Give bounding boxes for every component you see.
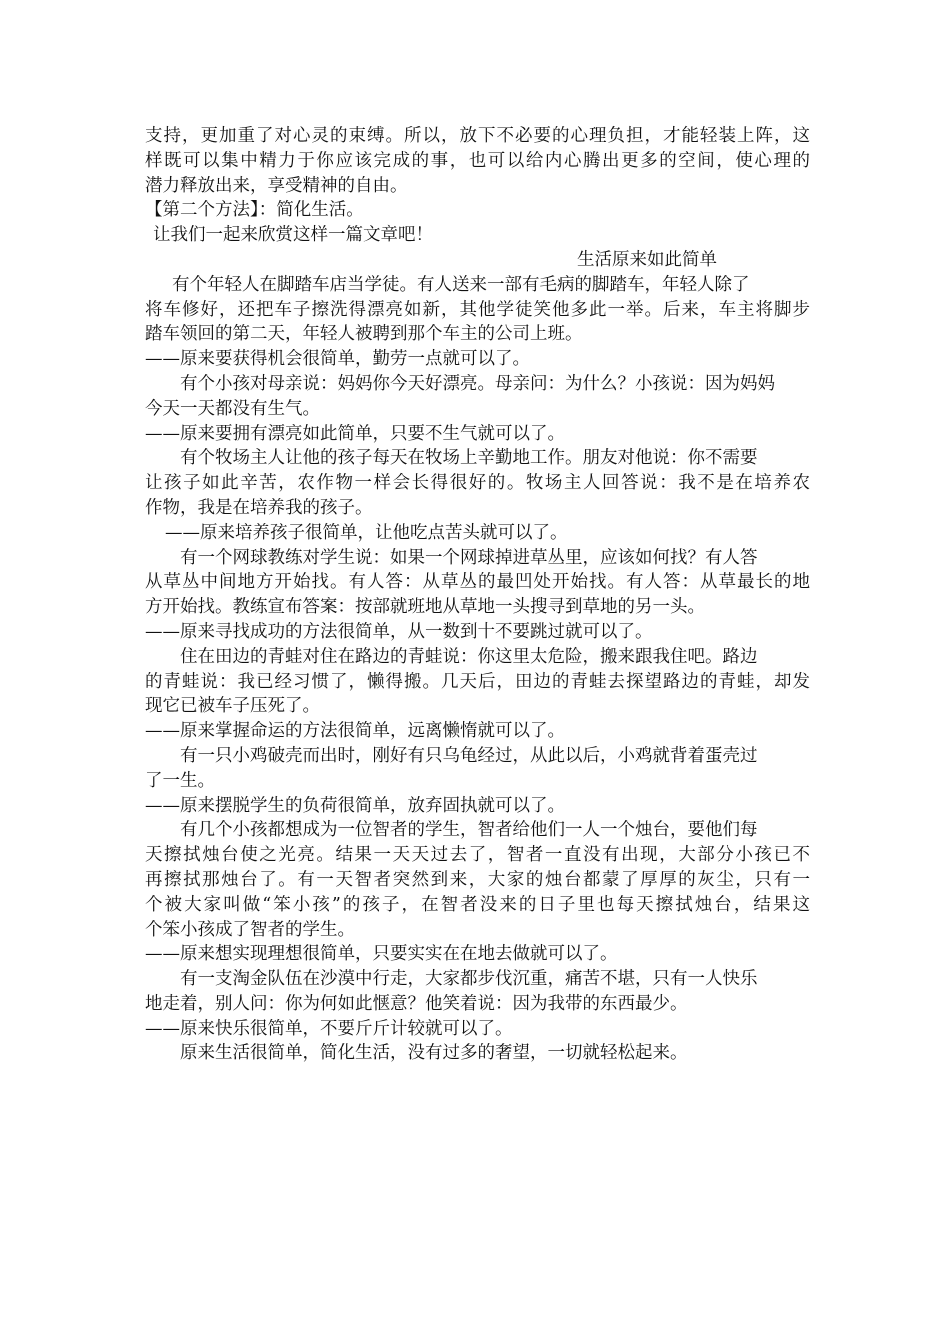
paragraph-line: 天擦拭烛台使之光亮。结果一天天过去了，智者一直没有出现，大部分小孩已不 (145, 845, 810, 866)
paragraph-line: 将车修好，还把车子擦洗得漂亮如新，其他学徒笑他多此一举。后来，车主将脚步 (145, 299, 810, 320)
paragraph-line: 了一生。 (145, 770, 215, 791)
paragraph-line: 地走着，别人问：你为何如此惬意？他笑着说：因为我带的东西最少。 (145, 993, 688, 1014)
moral-line: ——原来快乐很简单，不要斤斤计较就可以了。 (145, 1018, 513, 1039)
paragraph-line: 今天一天都没有生气。 (145, 398, 320, 419)
moral-line: ——原来寻找成功的方法很简单，从一数到十不要跳过就可以了。 (145, 621, 653, 642)
paragraph-line: 支持，更加重了对心灵的束缚。所以，放下不必要的心理负担，才能轻装上阵，这 (145, 126, 810, 146)
paragraph-line: 踏车领回的第二天，年轻人被聘到那个车主的公司上班。 (145, 324, 583, 345)
paragraph-line: 有几个小孩都想成为一位智者的学生，智者给他们一人一个烛台，要他们每 (180, 820, 758, 841)
article-title: 生活原来如此简单 (577, 249, 717, 270)
paragraph-line: 有一只小鸡破壳而出时，刚好有只乌龟经过，从此以后，小鸡就背着蛋壳过 (180, 745, 758, 766)
moral-line: ——原来培养孩子很简单，让他吃点苦头就可以了。 (165, 522, 568, 543)
paragraph-line: 让孩子如此辛苦，农作物一样会长得很好的。牧场主人回答说：我不是在培养农 (145, 473, 810, 494)
paragraph-line: 住在田边的青蛙对住在路边的青蛙说：你这里太危险，搬来跟我住吧。路边 (180, 646, 758, 667)
paragraph-line: 作物，我是在培养我的孩子。 (145, 497, 373, 518)
paragraph-line: 个笨小孩成了智者的学生。 (145, 919, 355, 940)
paragraph-line: 现它已被车子压死了。 (145, 696, 320, 717)
paragraph-line: 从草丛中间地方开始找。有人答：从草丛的最凹处开始找。有人答：从草最长的地 (145, 572, 810, 593)
paragraph-line: 个被大家叫做“笨小孩”的孩子，在智者没来的日子里也每天擦拭烛台，结果这 (145, 894, 810, 915)
moral-line: ——原来掌握命运的方法很简单，远离懒惰就可以了。 (145, 721, 565, 742)
intro-line: 让我们一起来欣赏这样一篇文章吧！ (153, 225, 433, 246)
paragraph-line: 方开始找。教练宣布答案：按部就班地从草地一头搜寻到草地的另一头。 (145, 597, 705, 618)
paragraph-line: 有个牧场主人让他的孩子每天在牧场上辛勤地工作。朋友对他说：你不需要 (180, 448, 758, 469)
moral-line: ——原来要获得机会很简单，勤劳一点就可以了。 (145, 349, 530, 370)
paragraph-line: 有个年轻人在脚踏车店当学徒。有人送来一部有毛病的脚踏车，年轻人除了 (172, 274, 750, 295)
paragraph-line: 再擦拭那烛台了。有一天智者突然到来，大家的烛台都蒙了厚厚的灰尘，只有一 (145, 869, 810, 890)
paragraph-line: 潜力释放出来，享受精神的自由。 (145, 175, 408, 196)
document-body (145, 124, 810, 1066)
paragraph-line: 有个小孩对母亲说：妈妈你今天好漂亮。母亲问：为什么？小孩说：因为妈妈 (180, 373, 775, 394)
moral-line: ——原来摆脱学生的负荷很简单，放弃固执就可以了。 (145, 795, 565, 816)
section-heading: 【第二个方法】：简化生活。 (145, 200, 364, 221)
paragraph-line: 样既可以集中精力于你应该完成的事，也可以给内心腾出更多的空间，使心理的 (145, 150, 810, 171)
conclusion-line: 原来生活很简单，简化生活，没有过多的奢望，一切就轻松起来。 (180, 1043, 688, 1064)
moral-line: ——原来要拥有漂亮如此简单，只要不生气就可以了。 (145, 423, 565, 444)
paragraph-line: 有一个网球教练对学生说：如果一个网球掉进草丛里，应该如何找？有人答 (180, 547, 758, 568)
paragraph-line: 的青蛙说：我已经习惯了，懒得搬。几天后，田边的青蛙去探望路边的青蛙，却发 (145, 671, 810, 692)
moral-line: ——原来想实现理想很简单，只要实实在在地去做就可以了。 (145, 944, 618, 965)
paragraph-line: 有一支淘金队伍在沙漠中行走，大家都步伐沉重，痛苦不堪，只有一人快乐 (180, 969, 758, 990)
